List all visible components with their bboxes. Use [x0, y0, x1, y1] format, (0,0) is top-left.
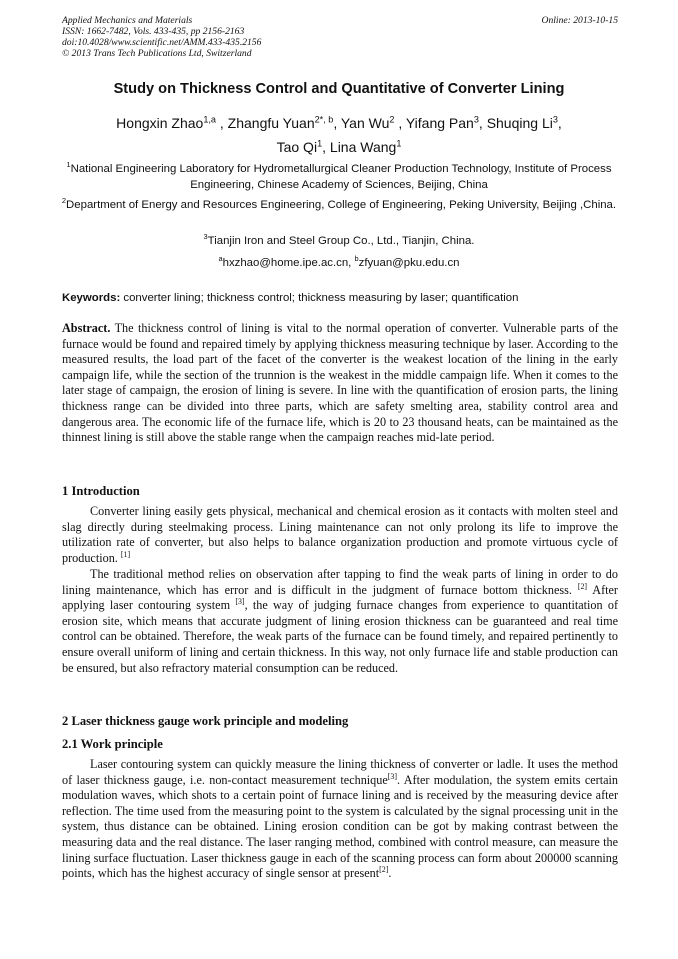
author-name: Lina Wang	[329, 139, 397, 155]
affiliation-sup: 3	[203, 232, 208, 242]
abstract-label: Abstract.	[62, 321, 111, 335]
section-heading-1: 1 Introduction	[62, 484, 140, 498]
author-affil-sup: 2*, b	[314, 114, 334, 125]
section-heading-2: 2 Laser thickness gauge work principle and modeling	[62, 714, 349, 728]
author-affil-sup: 2	[389, 114, 395, 125]
email-sup: b	[354, 254, 359, 264]
paragraph-text: , the way of judging furnace changes from experience to quantitation of erosion site, which means that accurate judgment of lining erosion thickness can be guaranteed and real time control can be obtained. Therefore, the weak parts of the furnace can be found timely, and repaired pertinently to ensure overall uniform of lining and certain thickness. In this way, not only furnace life and stable production can be ensured, but also refractory material consumption can be reduced.	[62, 598, 618, 675]
abstract	[62, 321, 618, 446]
email-link[interactable]: zfyuan@pku.edu.cn	[358, 257, 460, 269]
affiliation-sup: 1	[66, 160, 71, 170]
work-principle-paragraph	[62, 757, 618, 882]
citation[interactable]: [2]	[577, 581, 588, 591]
author-separator: ,	[333, 115, 341, 131]
online-date: Online: 2013-10-15	[541, 15, 618, 26]
affiliation-text: Tianjin Iron and Steel Group Co., Ltd., Tianjin, China.	[207, 235, 475, 247]
journal-name: Applied Mechanics and Materials	[62, 15, 193, 26]
paragraph-text: Converter lining easily gets physical, mechanical and chemical erosion as it contacts with molten steel and slag directly during steelmaking process. Lining maintenance can not only prolong its life to improve the utilization rate of converter, but also helps to balance organization production and promote virtuous cycle of production.	[62, 504, 618, 565]
author-separator: ,	[478, 115, 487, 131]
citation[interactable]: [2]	[379, 865, 389, 875]
author-name: Yifang Pan	[405, 115, 474, 131]
citation[interactable]: [3]	[235, 597, 245, 607]
author-emails	[55, 256, 623, 272]
author-affil-sup: 1,a	[203, 114, 216, 125]
journal-header	[62, 15, 618, 59]
author-separator: ,	[557, 115, 562, 131]
author-affil-sup: 3	[552, 114, 558, 125]
author-affil-sup: 1	[396, 138, 402, 149]
author-name: Hongxin Zhao	[116, 115, 204, 131]
intro-paragraph-2	[62, 567, 618, 676]
affiliation-sup: 2	[61, 196, 67, 206]
paragraph-text: Laser contouring system can quickly measure the lining thickness of converter or ladle. It uses the method of laser thickness gauge, i.e. non-contact measurement technique	[62, 757, 618, 787]
affiliation-3	[55, 234, 623, 250]
author-name: Shuqing Li	[486, 115, 553, 131]
email-link[interactable]: hxzhao@home.ipe.ac.cn,	[222, 257, 355, 269]
author-line-2	[40, 135, 638, 159]
abstract-text: The thickness control of lining is vital to the normal operation of converter. Vulnerable parts of the furnace would be found and repaired timely by applying thickness measuring technique by laser. According to the measured results, the load part of the facet of the converter is the weakest location of the lining in the early campaign life, while the section of the trunnion is the weakest in the middle campaign life. When it comes to the later stage of campaign, the erosion of lining is severe. In line with the quantification of erosion parts, the lining thickness range can be divided into three parts, which are safety smelting area, stability control area and dangerous area. The economic life of the furnace life, which is 20 to 23 thousand heats, can be maintained as the thinnest lining is still above the stable range when the campaign reaches mid-late period.	[62, 321, 618, 445]
author-name: Yan Wu	[340, 115, 390, 131]
paragraph-text: The traditional method relies on observation after tapping to find the weak parts of lining in order to do lining maintenance, which has error and is difficult in the judgment of furnace bottom thickness.	[62, 567, 618, 597]
keywords-label: Keywords:	[62, 292, 121, 304]
affiliation-text: National Engineering Laboratory for Hydrometallurgical Cleaner Production Technology, Institute of Process Engineering, Chinese Academy of Sciences, Beijing, China	[70, 163, 612, 191]
author-separator: ,	[216, 115, 228, 131]
intro-paragraph-1	[62, 504, 618, 566]
citation[interactable]: [1]	[120, 549, 131, 559]
email-sup: a	[218, 254, 223, 264]
doi-line: doi:10.4028/www.scientific.net/AMM.433-435.2156	[62, 37, 262, 48]
copyright-line: © 2013 Trans Tech Publications Ltd, Switzerland	[62, 48, 252, 59]
affiliation-2	[55, 198, 623, 214]
paragraph-text: .	[388, 866, 392, 881]
author-separator: ,	[322, 139, 330, 155]
paragraph-text: . After modulation, the system emits certain modulation waves, which shots to a certain point of furnace lining and is received by the measuring device after reflection. The time used from the measuring point to the system is calculated by the signal processing unit in the system, thus distance can be obtained. Lining erosion condition can be got by making contrast between the measuring data and the real distance. The laser ranging method, combined with control measure, can measure the lining surface fluctuation. Laser thickness gauge in each of the scanning process can form about 200000 scanning points, which has the highest accuracy of single sensor at present	[62, 772, 618, 881]
author-name: Zhangfu Yuan	[227, 115, 315, 131]
author-name: Tao Qi	[276, 139, 318, 155]
author-affil-sup: 3	[473, 114, 479, 125]
keywords-text: converter lining; thickness control; thickness measuring by laser; quantification	[120, 292, 519, 304]
author-line-1	[40, 111, 638, 135]
affiliation-1	[55, 162, 623, 193]
paragraph-text: After applying laser contouring system	[62, 582, 618, 613]
affiliation-text: Department of Energy and Resources Engineering, College of Engineering, Peking University, Beijing ,China.	[66, 199, 617, 211]
author-list	[40, 111, 638, 159]
keywords	[62, 291, 618, 306]
subsection-heading-2-1: 2.1 Work principle	[62, 737, 163, 751]
author-affil-sup: 1	[317, 138, 323, 149]
paper-title: Study on Thickness Control and Quantitative of Converter Lining	[113, 81, 565, 97]
author-separator: ,	[394, 115, 406, 131]
citation[interactable]: [3]	[387, 771, 398, 781]
issn-line: ISSN: 1662-7482, Vols. 433-435, pp 2156-2163	[62, 26, 245, 37]
